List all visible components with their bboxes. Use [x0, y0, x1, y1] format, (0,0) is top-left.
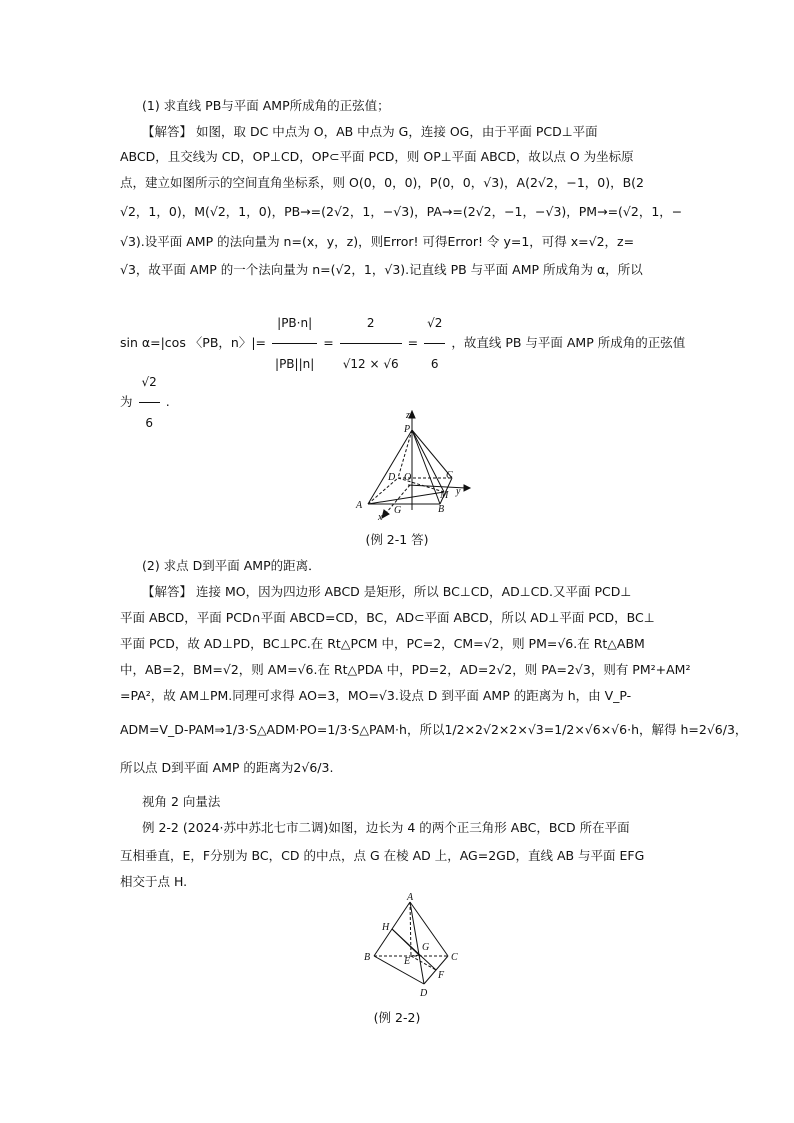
solution-1-line-3: 点，建立如图所示的空间直角坐标系，则 O(0，0，0)，P(0，0，√3)，A(2√2，−1，0)，B(2 [120, 175, 645, 190]
label-G: G [394, 505, 402, 516]
view-heading: 视角 2 向量法 [142, 794, 221, 809]
label-D: D [388, 472, 396, 483]
fraction-3-numerator: √2 [424, 303, 445, 344]
solution-1-line-2: ABCD，且交线为 CD，OP⊥CD，OP⊂平面 PCD，则 OP⊥平面 ABCD，故以点 O 为坐标原 [120, 149, 634, 164]
label-M: M [440, 490, 449, 501]
edge-PD [398, 430, 412, 478]
edge-BD [374, 956, 424, 984]
y-axis-arrow [464, 485, 470, 491]
label-D: D [420, 988, 428, 999]
label-y: y [456, 486, 461, 497]
label-O: O [404, 472, 412, 483]
solution-2-line-6: ADM=V_D-PAM⇒1/3·S△ADM·PO=1/3·S△PAM·h，所以1/2×2√2×2×√3=1/2×√6×√6·h，解得 h=2√6/3， [120, 722, 748, 737]
edge-PA [368, 430, 412, 504]
label-F: F [438, 970, 445, 981]
question-2: (2) 求点 D到平面 AMP的距离． [142, 558, 321, 573]
answer-suffix: . [165, 394, 170, 409]
example-line-3: 相交于点 H. [120, 874, 188, 889]
answer-denominator: 6 [145, 416, 153, 430]
solution-1-line-6: √3，故平面 AMP 的一个法向量为 n=(√2，1，√3).记直线 PB 与平面 AMP 所成角为 α，所以 [120, 262, 643, 277]
answer-prefix: 为 [120, 394, 133, 409]
figure-2-caption: (例 2-2) [373, 1010, 421, 1025]
solution-2-line-7: 所以点 D到平面 AMP 的距离为2√6/3. [120, 760, 334, 775]
solution-2-line-1: 【解答】 连接 MO，因为四边形 ABCD 是矩形，所以 BC⊥CD，AD⊥CD.又平面 PCD⊥ [142, 584, 632, 599]
solution-2-line-4: 中，AB=2，BM=√2，则 AM=√6.在 Rt△PDA 中，PD=2，AD=2√2，则 PA=2√3，则有 PM²+AM² [120, 662, 691, 677]
label-C: C [451, 952, 458, 963]
example-line-1: 例 2-2 (2024·苏中苏北七市二调)如图，边长为 4 的两个正三角形 ABC，BCD 所在平面 [142, 820, 630, 835]
solution-2-line-2: 平面 ABCD，平面 PCD∩平面 ABCD=CD，BC，AD⊂平面 ABCD，所以 AD⊥平面 PCD，BC⊥ [120, 610, 655, 625]
label-B: B [438, 504, 445, 515]
figure-1-caption: (例 2-1 答) [365, 532, 429, 547]
label-B: B [364, 952, 371, 963]
label-P: P [404, 424, 411, 435]
label-G: G [422, 942, 430, 953]
x-axis-arrow [382, 510, 389, 518]
label-H: H [382, 922, 390, 933]
fraction-1-numerator: |PB·n| [272, 303, 317, 344]
solution-1-line-5: √3).设平面 AMP 的法向量为 n=(x，y，z)，则Error! 可得Error! 令 y=1，可得 x=√2，z= [120, 234, 635, 249]
sin-alpha-suffix: ，故直线 PB 与平面 AMP 所成角的正弦值 [451, 335, 686, 350]
fraction-3-denominator: 6 [430, 357, 439, 371]
solution-1-line-1: 【解答】 如图，取 DC 中点为 O，AB 中点为 G，连接 OG，由于平面 PCD⊥平面 [142, 124, 598, 139]
label-z: z [406, 410, 410, 421]
example-line-2: 互相垂直，E，F分别为 BC，CD 的中点，点 G 在棱 AD 上，AG=2GD，直线 AB 与平面 EFG [120, 848, 645, 863]
answer-numerator: √2 [139, 362, 160, 403]
equals-sign: = [407, 335, 419, 350]
question-1: (1) 求直线 PB与平面 AMP所成角的正弦值； [142, 98, 390, 113]
answer-fraction [139, 362, 160, 443]
label-C: C [446, 470, 453, 481]
solution-1-line-4: √2，1，0)，M(√2，1，0)，PB→=(2√2，1，−√3)，PA→=(2√2，−1，−√3)，PM→=(√2，1，− [120, 204, 683, 219]
label-A: A [407, 892, 414, 903]
label-x: x [378, 512, 383, 523]
solution-2-line-5: =PA²，故 AM⊥PM.同理可求得 AO=3，MO=√3.设点 D 到平面 AMP 的距离为 h，由 V_P- [120, 688, 632, 703]
segment-HF [392, 929, 436, 970]
label-A: A [356, 500, 363, 511]
fraction-2-numerator: 2 [340, 303, 402, 344]
segment-A-E [410, 902, 411, 956]
edge-PM [412, 430, 444, 492]
label-E: E [404, 956, 411, 967]
sin-alpha-prefix: sin α=|cos 〈PB，n〉|= [120, 335, 267, 350]
fraction-1-denominator: |PB||n| [275, 357, 315, 371]
fraction-2-denominator: √12 × √6 [342, 357, 399, 371]
tetrahedron-figure [358, 892, 468, 1002]
pyramid-figure [340, 410, 480, 525]
solution-2-line-3: 平面 PCD，故 AD⊥PD，BC⊥PC.在 Rt△PCM 中，PC=2，CM=√2，则 PM=√6.在 Rt△ABM [120, 636, 645, 651]
equals-sign: = [323, 335, 334, 350]
